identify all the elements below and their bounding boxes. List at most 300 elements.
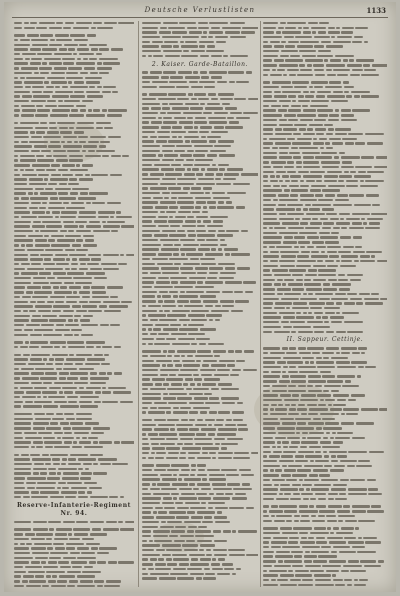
illegible-word	[64, 413, 74, 415]
illegible-word	[35, 230, 39, 232]
illegible-word	[281, 41, 286, 43]
illegible-word	[24, 22, 29, 24]
illegible-word	[85, 77, 102, 79]
illegible-word	[298, 366, 316, 368]
illegible-word	[350, 171, 356, 173]
illegible-word	[14, 437, 23, 439]
illegible-word	[300, 185, 309, 187]
illegible-word	[152, 41, 163, 43]
illegible-word	[215, 178, 221, 180]
list-entry-line	[263, 519, 387, 524]
illegible-word	[225, 253, 230, 255]
illegible-word	[22, 109, 36, 111]
illegible-word	[176, 516, 189, 518]
illegible-word	[177, 397, 192, 399]
illegible-word	[333, 579, 343, 581]
illegible-word	[284, 560, 302, 562]
illegible-word	[335, 293, 346, 295]
illegible-word	[46, 155, 52, 157]
illegible-word	[63, 62, 74, 64]
illegible-word	[29, 346, 39, 348]
illegible-word	[188, 131, 198, 133]
illegible-word	[188, 333, 205, 335]
illegible-word	[284, 293, 301, 295]
illegible-word	[158, 253, 172, 255]
illegible-word	[351, 361, 367, 363]
illegible-word	[234, 98, 246, 100]
illegible-word	[28, 235, 43, 237]
illegible-word	[329, 114, 339, 116]
illegible-word	[263, 361, 275, 363]
illegible-word	[58, 169, 68, 171]
illegible-word	[229, 121, 239, 123]
illegible-word	[297, 74, 313, 76]
illegible-word	[343, 408, 359, 410]
illegible-word	[37, 159, 54, 161]
illegible-word	[279, 493, 283, 495]
illegible-word	[150, 407, 157, 409]
illegible-word	[331, 551, 337, 553]
illegible-word	[198, 178, 214, 180]
illegible-word	[59, 391, 63, 393]
illegible-word	[91, 547, 98, 549]
illegible-word	[263, 161, 269, 163]
illegible-word	[142, 81, 150, 83]
illegible-word	[343, 505, 350, 507]
illegible-word	[232, 497, 247, 499]
illegible-word	[309, 124, 323, 126]
illegible-word	[93, 441, 98, 443]
illegible-word	[296, 161, 302, 163]
illegible-word	[14, 27, 22, 29]
illegible-word	[121, 441, 134, 443]
illegible-word	[314, 574, 331, 576]
illegible-word	[46, 211, 50, 213]
illegible-word	[326, 515, 336, 517]
illegible-word	[288, 371, 298, 373]
illegible-word	[188, 452, 200, 454]
illegible-word	[26, 291, 33, 293]
illegible-word	[98, 216, 109, 218]
illegible-word	[51, 244, 70, 246]
illegible-word	[356, 59, 374, 61]
illegible-word	[352, 352, 360, 354]
illegible-word	[181, 253, 185, 255]
illegible-word	[271, 541, 287, 543]
illegible-word	[296, 166, 302, 168]
illegible-word	[29, 580, 46, 582]
illegible-word	[65, 268, 70, 270]
illegible-word	[25, 58, 30, 60]
illegible-word	[110, 296, 118, 298]
illegible-word	[361, 156, 374, 158]
illegible-word	[107, 286, 123, 288]
illegible-word	[148, 343, 153, 345]
illegible-word	[173, 407, 179, 409]
illegible-word	[22, 396, 36, 398]
illegible-word	[142, 535, 151, 537]
illegible-word	[342, 312, 359, 314]
illegible-word	[91, 174, 108, 176]
illegible-word	[281, 255, 296, 257]
illegible-word	[282, 222, 299, 224]
illegible-word	[178, 136, 182, 138]
illegible-word	[282, 105, 289, 107]
illegible-word	[70, 34, 85, 36]
illegible-word	[313, 265, 326, 267]
illegible-word	[338, 279, 348, 281]
illegible-word	[36, 155, 44, 157]
illegible-word	[64, 334, 73, 336]
illegible-word	[364, 565, 381, 567]
illegible-word	[341, 227, 347, 229]
illegible-word	[14, 301, 28, 303]
illegible-word	[160, 183, 176, 185]
illegible-word	[218, 248, 222, 250]
illegible-word	[89, 561, 96, 563]
illegible-word	[142, 428, 152, 430]
illegible-word	[201, 136, 206, 138]
illegible-word	[276, 515, 292, 517]
illegible-word	[296, 265, 311, 267]
illegible-word	[22, 53, 36, 55]
illegible-word	[150, 272, 161, 274]
illegible-word	[142, 374, 158, 376]
illegible-word	[314, 36, 330, 38]
illegible-word	[43, 396, 47, 398]
illegible-word	[171, 281, 178, 283]
illegible-word	[286, 352, 297, 354]
illegible-word	[299, 510, 318, 512]
illegible-word	[201, 168, 205, 170]
illegible-word	[160, 369, 179, 371]
illegible-word	[89, 192, 108, 194]
illegible-word	[142, 343, 146, 345]
illegible-word	[356, 302, 363, 304]
illegible-word	[80, 319, 90, 321]
illegible-word	[237, 402, 243, 404]
illegible-word	[26, 482, 36, 484]
illegible-word	[71, 268, 77, 270]
illegible-word	[191, 343, 197, 345]
illegible-word	[153, 493, 170, 495]
illegible-word	[306, 213, 325, 215]
illegible-word	[263, 232, 277, 234]
illegible-word	[224, 248, 238, 250]
illegible-word	[142, 36, 160, 38]
illegible-word	[49, 557, 61, 559]
illegible-word	[153, 535, 168, 537]
illegible-word	[280, 22, 286, 24]
illegible-word	[200, 295, 216, 297]
illegible-word	[65, 22, 74, 24]
illegible-word	[276, 498, 289, 500]
illegible-word	[220, 244, 227, 246]
illegible-word	[194, 126, 198, 128]
illegible-word	[82, 437, 87, 439]
illegible-word	[151, 121, 162, 123]
illegible-word	[14, 521, 31, 523]
illegible-word	[57, 122, 75, 124]
illegible-word	[50, 454, 68, 456]
illegible-word	[14, 145, 32, 147]
illegible-word	[365, 133, 384, 135]
illegible-word	[200, 258, 215, 260]
illegible-word	[367, 510, 384, 512]
illegible-word	[291, 189, 308, 191]
illegible-word	[14, 188, 33, 190]
illegible-word	[330, 437, 334, 439]
illegible-word	[183, 187, 190, 189]
illegible-word	[142, 328, 146, 330]
illegible-word	[302, 55, 316, 57]
illegible-word	[90, 533, 107, 535]
illegible-word	[352, 510, 366, 512]
illegible-word	[193, 71, 198, 73]
illegible-word	[49, 472, 56, 474]
illegible-word	[328, 505, 342, 507]
illegible-word	[33, 468, 47, 470]
illegible-word	[162, 103, 168, 105]
illegible-word	[191, 86, 203, 88]
illegible-word	[198, 98, 209, 100]
illegible-word	[30, 334, 42, 336]
illegible-word	[226, 419, 232, 421]
illegible-word	[14, 533, 23, 535]
illegible-word	[291, 147, 298, 149]
illegible-word	[67, 571, 81, 573]
illegible-word	[14, 547, 29, 549]
illegible-word	[79, 225, 84, 227]
illegible-word	[142, 568, 146, 570]
illegible-word	[296, 208, 301, 210]
illegible-word	[79, 211, 96, 213]
illegible-word	[14, 221, 31, 223]
illegible-word	[93, 427, 110, 429]
illegible-word	[315, 128, 326, 130]
illegible-word	[202, 447, 219, 449]
illegible-word	[310, 361, 314, 363]
illegible-word	[96, 150, 115, 152]
illegible-word	[50, 496, 64, 498]
illegible-word	[179, 433, 195, 435]
illegible-word	[150, 173, 164, 175]
illegible-word	[177, 350, 196, 352]
illegible-word	[99, 441, 112, 443]
illegible-word	[84, 482, 97, 484]
illegible-word	[79, 441, 91, 443]
illegible-word	[274, 95, 287, 97]
illegible-word	[142, 554, 160, 556]
illegible-word	[44, 258, 51, 260]
illegible-word	[76, 354, 92, 356]
illegible-word	[97, 27, 113, 29]
illegible-word	[202, 521, 213, 523]
illegible-word	[263, 357, 281, 359]
illegible-word	[219, 168, 225, 170]
illegible-word	[142, 164, 152, 166]
illegible-word	[125, 521, 134, 523]
illegible-word	[364, 41, 368, 43]
illegible-word	[303, 31, 311, 33]
illegible-word	[43, 382, 52, 384]
illegible-word	[372, 64, 387, 66]
illegible-word	[213, 488, 232, 490]
illegible-word	[315, 74, 325, 76]
illegible-word	[270, 413, 287, 415]
illegible-word	[360, 255, 370, 257]
illegible-word	[269, 570, 287, 572]
illegible-word	[79, 44, 87, 46]
illegible-word	[152, 81, 168, 83]
illegible-word	[290, 321, 305, 323]
illegible-word	[369, 451, 384, 453]
illegible-word	[300, 199, 317, 201]
illegible-word	[14, 81, 22, 83]
illegible-word	[283, 326, 292, 328]
illegible-word	[187, 568, 202, 570]
illegible-word	[204, 393, 212, 395]
illegible-word	[269, 455, 280, 457]
illegible-word	[37, 53, 52, 55]
illegible-word	[163, 383, 169, 385]
illegible-word	[31, 58, 42, 60]
illegible-word	[263, 265, 278, 267]
illegible-word	[66, 547, 75, 549]
illegible-word	[333, 484, 347, 486]
illegible-word	[25, 86, 31, 88]
illegible-word	[352, 41, 362, 43]
illegible-word	[327, 537, 343, 539]
illegible-word	[102, 346, 112, 348]
illegible-word	[44, 235, 49, 237]
illegible-word	[45, 249, 63, 251]
illegible-word	[62, 458, 67, 460]
illegible-word	[179, 457, 186, 459]
illegible-word	[316, 537, 325, 539]
list-entry-line	[14, 90, 134, 95]
illegible-word	[62, 58, 75, 60]
illegible-word	[56, 368, 62, 370]
illegible-word	[357, 375, 361, 377]
illegible-word	[344, 579, 352, 581]
illegible-word	[161, 45, 172, 47]
illegible-word	[347, 293, 357, 295]
illegible-word	[162, 502, 174, 504]
illegible-word	[205, 305, 213, 307]
illegible-word	[14, 100, 29, 102]
illegible-word	[14, 178, 27, 180]
illegible-word	[14, 122, 18, 124]
illegible-word	[327, 265, 338, 267]
illegible-word	[287, 437, 300, 439]
illegible-word	[61, 141, 65, 143]
illegible-word	[142, 145, 160, 147]
illegible-word	[14, 418, 33, 420]
illegible-word	[68, 458, 76, 460]
illegible-word	[59, 377, 66, 379]
illegible-word	[81, 552, 95, 554]
illegible-word	[325, 260, 334, 262]
illegible-word	[300, 180, 304, 182]
illegible-word	[263, 551, 274, 553]
illegible-word	[193, 388, 209, 390]
illegible-word	[14, 341, 23, 343]
illegible-word	[302, 105, 308, 107]
illegible-word	[289, 347, 296, 349]
illegible-word	[79, 258, 90, 260]
illegible-word	[173, 411, 188, 413]
illegible-word	[74, 81, 84, 83]
illegible-word	[37, 109, 50, 111]
illegible-word	[142, 457, 146, 459]
illegible-word	[96, 53, 102, 55]
illegible-word	[73, 291, 77, 293]
list-entry-line	[263, 583, 387, 587]
illegible-word	[317, 55, 333, 57]
illegible-word	[148, 328, 152, 330]
illegible-word	[66, 543, 84, 545]
illegible-word	[142, 310, 157, 312]
list-entry-line	[142, 553, 258, 558]
illegible-word	[263, 441, 275, 443]
illegible-word	[99, 72, 109, 74]
illegible-word	[53, 286, 59, 288]
illegible-word	[36, 169, 45, 171]
illegible-word	[270, 180, 278, 182]
illegible-word	[191, 464, 196, 466]
illegible-word	[279, 180, 283, 182]
illegible-word	[303, 293, 307, 295]
illegible-word	[86, 272, 105, 274]
illegible-word	[179, 328, 198, 330]
illegible-word	[14, 491, 29, 493]
illegible-word	[187, 511, 195, 513]
illegible-word	[277, 446, 281, 448]
illegible-word	[269, 246, 275, 248]
illegible-word	[276, 551, 290, 553]
illegible-word	[36, 446, 43, 448]
illegible-word	[166, 558, 172, 560]
illegible-word	[142, 411, 146, 413]
illegible-word	[316, 246, 326, 248]
illegible-word	[336, 260, 340, 262]
illegible-word	[80, 72, 88, 74]
illegible-word	[89, 301, 101, 303]
illegible-word	[380, 298, 387, 300]
illegible-word	[302, 432, 308, 434]
illegible-word	[164, 197, 169, 199]
illegible-word	[299, 64, 305, 66]
illegible-word	[276, 171, 286, 173]
illegible-word	[153, 530, 170, 532]
illegible-word	[211, 76, 222, 78]
illegible-word	[311, 81, 328, 83]
illegible-word	[51, 174, 61, 176]
illegible-word	[47, 477, 60, 479]
illegible-word	[359, 579, 368, 581]
illegible-word	[193, 488, 199, 490]
illegible-word	[26, 585, 41, 587]
illegible-word	[97, 86, 102, 88]
illegible-word	[75, 282, 92, 284]
illegible-word	[30, 197, 48, 199]
illegible-word	[311, 551, 329, 553]
illegible-word	[86, 114, 105, 116]
illegible-word	[315, 579, 331, 581]
illegible-word	[188, 324, 204, 326]
illegible-word	[155, 568, 171, 570]
